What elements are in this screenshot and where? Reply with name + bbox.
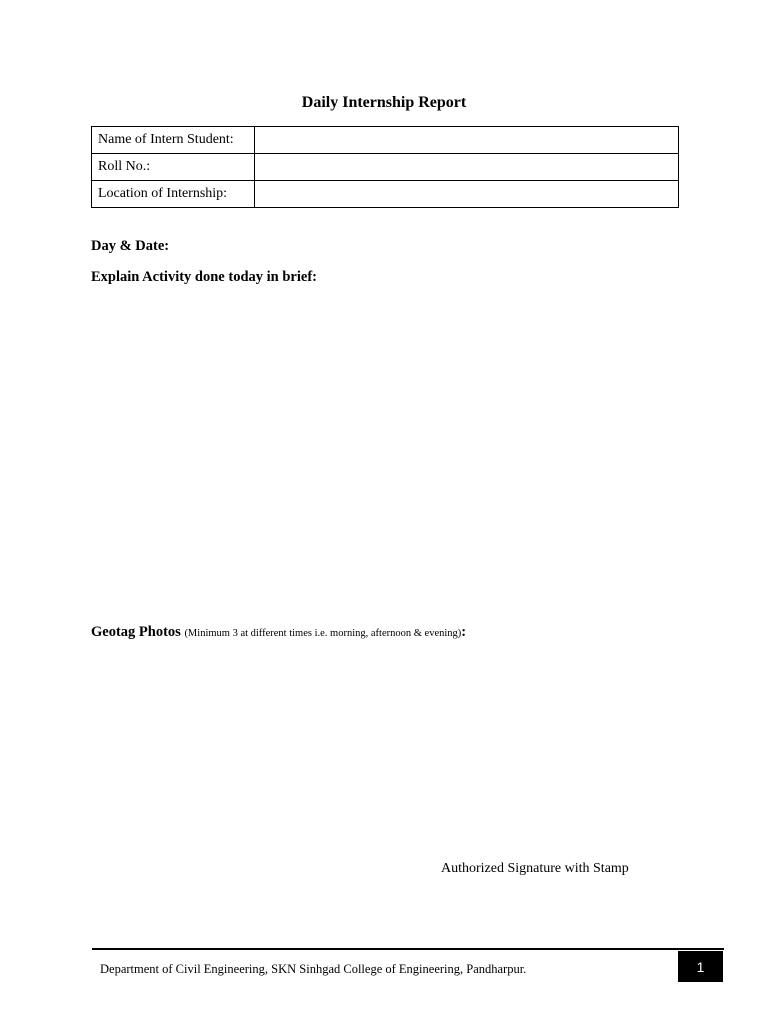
roll-no-value (255, 154, 679, 181)
footer-text: Department of Civil Engineering, SKN Sinhgad College of Engineering, Pandharpur. (100, 962, 527, 976)
activity-label: Explain Activity done today in brief: (91, 269, 317, 285)
table-row (92, 181, 679, 208)
roll-no-label: Roll No.: (92, 154, 255, 181)
footer-divider (92, 948, 724, 950)
geotag-heading (91, 624, 466, 641)
table-row (92, 154, 679, 181)
intern-info-table (91, 126, 679, 208)
table-row (92, 127, 679, 154)
location-label: Location of Internship: (92, 181, 255, 208)
intern-name-label: Name of Intern Student: (92, 127, 255, 154)
geotag-label: Geotag Photos (91, 624, 181, 640)
geotag-colon: : (461, 624, 467, 640)
intern-name-value (255, 127, 679, 154)
page-number: 1 (678, 951, 723, 982)
geotag-note: (Minimum 3 at different times i.e. morning, afternoon & evening) (184, 628, 462, 639)
document-title: Daily Internship Report (301, 94, 467, 111)
location-value (255, 181, 679, 208)
signature-label: Authorized Signature with Stamp (441, 861, 629, 876)
day-date-label: Day & Date: (91, 238, 170, 254)
